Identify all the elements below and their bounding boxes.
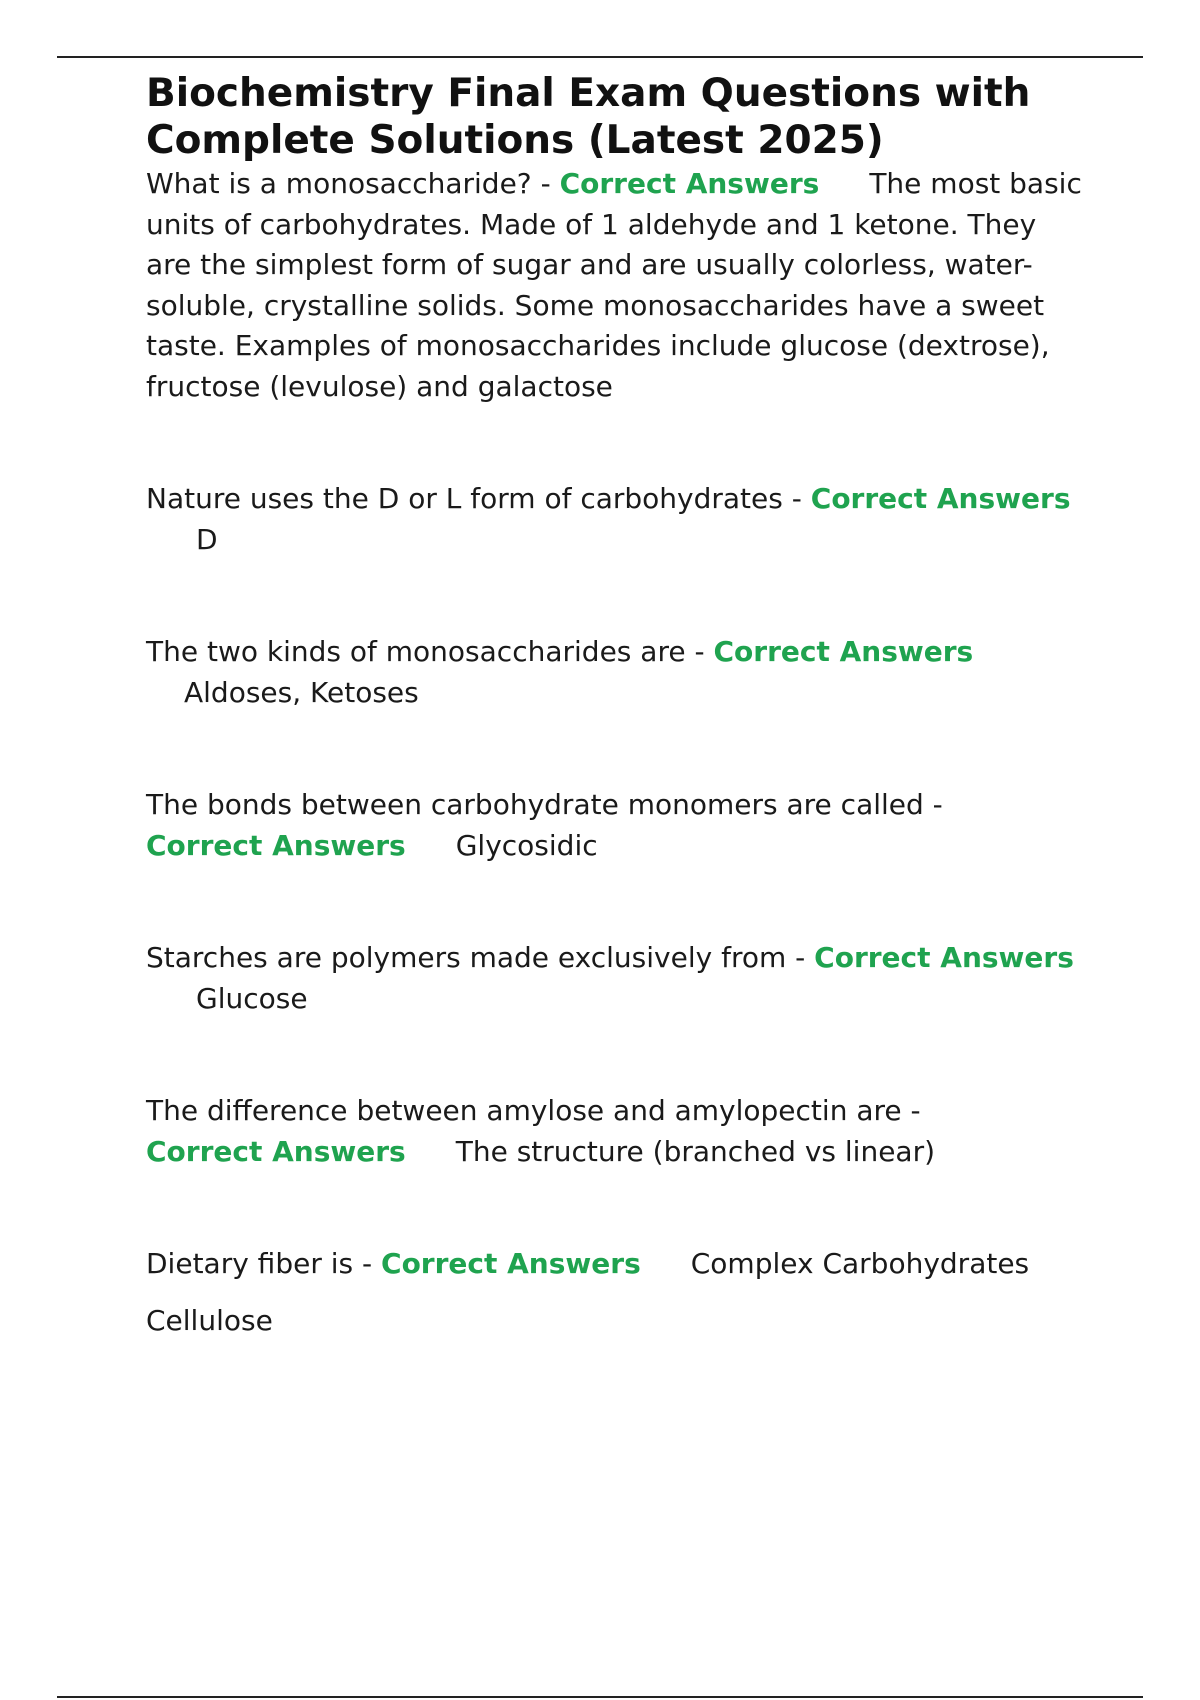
answer-label: Correct Answers xyxy=(814,941,1074,974)
qa-item xyxy=(146,1091,1086,1172)
answer-text: The most basic units of carbohydrates. Made of 1 aldehyde and 1 ketone. They are the simplest form of sugar and are usually colorless, water-soluble, crystalline solids. Some monosaccharides have a sweet taste. Examples of monosaccharides include glucose (dextrose), fructose (levulose) and galactose xyxy=(146,167,1082,403)
answer-text: Glucose xyxy=(196,981,308,1015)
qa-item xyxy=(146,164,1086,407)
trailing-text: Cellulose xyxy=(146,1303,273,1337)
question-text: Dietary fiber is - xyxy=(146,1247,382,1280)
answer-label: Correct Answers xyxy=(713,635,974,668)
answer-text: Complex Carbohydrates xyxy=(690,1247,1030,1280)
question-text: What is a monosaccharide? - xyxy=(146,167,560,200)
answer-label: Correct Answers xyxy=(810,482,1071,515)
qa-item xyxy=(146,632,1086,713)
answer-text: Glycosidic xyxy=(455,828,598,862)
qa-item xyxy=(146,938,1086,1019)
qa-item xyxy=(146,1244,1086,1285)
answer-label: Correct Answers xyxy=(559,167,820,200)
answer-label: Correct Answers xyxy=(146,828,406,862)
document-body xyxy=(146,70,1086,1369)
answer-label: Correct Answers xyxy=(381,1247,641,1280)
bottom-divider xyxy=(57,1696,1143,1698)
qa-item xyxy=(146,785,1086,866)
question-text: The two kinds of monosaccharides are - xyxy=(146,635,714,668)
question-text: Nature uses the D or L form of carbohydrates - xyxy=(146,482,811,515)
question-text: The difference between amylose and amylopectin are - xyxy=(146,1094,921,1127)
answer-text: D xyxy=(196,522,218,556)
top-divider xyxy=(57,56,1143,58)
question-text: The bonds between carbohydrate monomers are called - xyxy=(146,788,943,821)
question-text: Starches are polymers made exclusively from - xyxy=(146,941,815,974)
answer-text: The structure (branched vs linear) xyxy=(455,1134,936,1168)
qa-item xyxy=(146,479,1086,560)
answer-text: Aldoses, Ketoses xyxy=(184,675,419,709)
answer-label: Correct Answers xyxy=(146,1134,406,1168)
document-title: Biochemistry Final Exam Questions with Complete Solutions (Latest 2025) xyxy=(146,71,1031,163)
